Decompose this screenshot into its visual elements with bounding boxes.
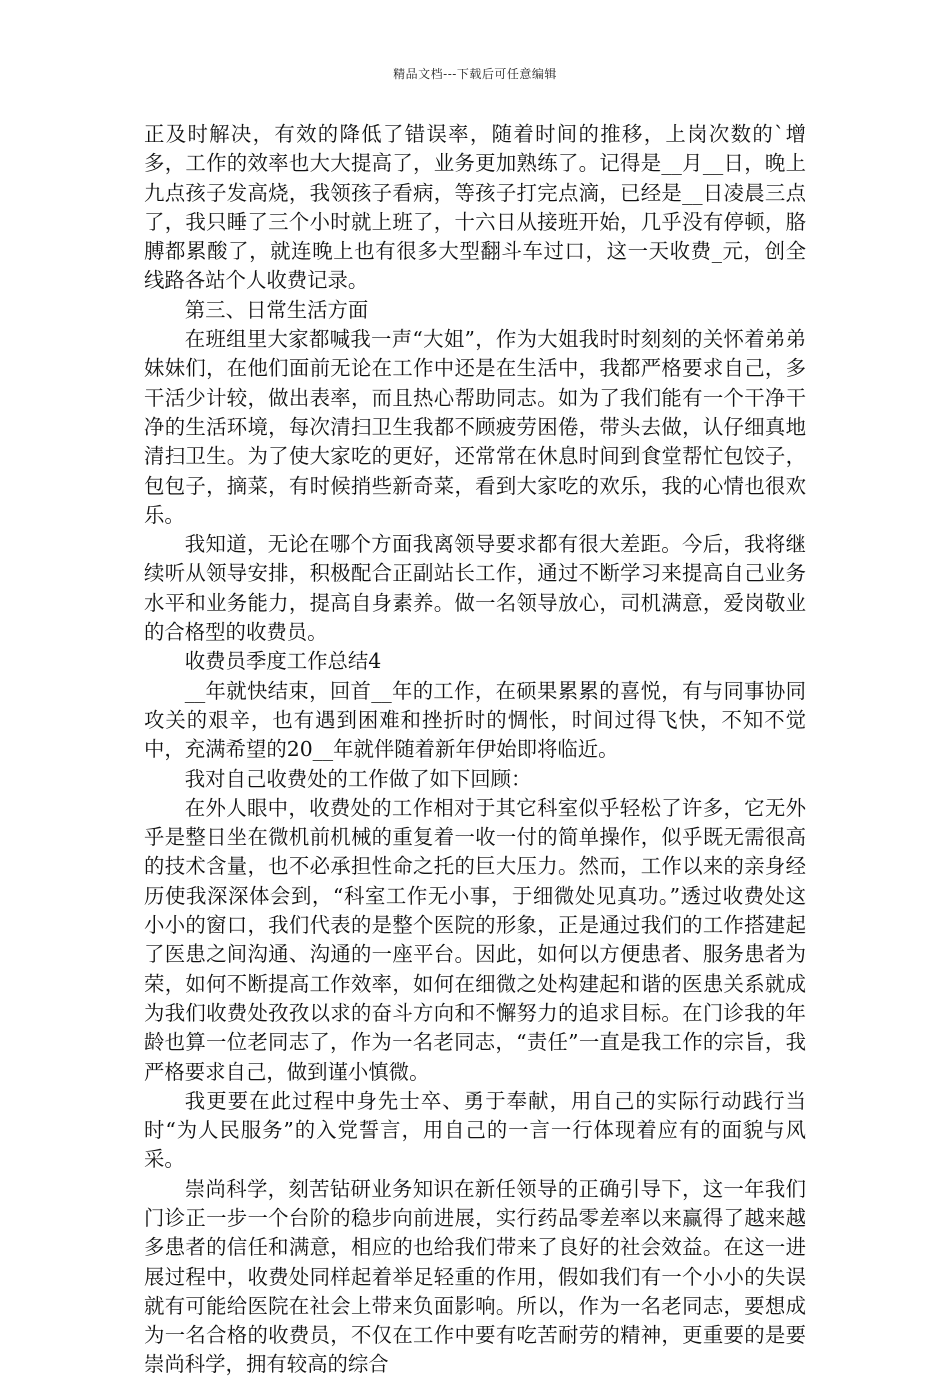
paragraph: 崇尚科学，刻苦钻研业务知识在新任领导的正确引导下，这一年我们门诊正一步一个台阶的稳步向前进展，实行药品零差率以来赢得了越来越多患者的信任和满意，相应的也给我们带来了良好的社会效益。在这一进展过程中，收费处同样起着举足轻重的作用，假如我们有一个小小的失误就有可能给医院在社会上带来负面影响。所以，作为一名老同志，要想成为一名合格的收费员，不仅在工作中要有吃苦耐劳的精神，更重要的是要崇尚科学，拥有较高的综合 <box>144 1176 806 1377</box>
paragraph: 我知道，无论在哪个方面我离领导要求都有很大差距。今后，我将继续听从领导安排，积极配合正副站长工作，通过不断学习来提高自己业务水平和业务能力，提高自身素养。做一名领导放心，司机满意，爱岗敬业的合格型的收费员。 <box>144 532 806 645</box>
paragraph: 在外人眼中，收费处的工作相对于其它科室似乎轻松了许多，它无外乎是整日坐在微机前机械的重复着一收一付的简单操作，似乎既无需很高的技术含量，也不必承担性命之托的巨大压力。然而，工作以来的亲身经历使我深深体会到，“科室工作无小事，于细微处见真功。”透过收费处这小小的窗口，我们代表的是整个医院的形象，正是通过我们的工作搭建起了医患之间沟通、沟通的一座平台。因此，如何以方便患者、服务患者为荣，如何不断提高工作效率，如何在细微之处构建起和谐的医患关系就成为我们收费处孜孜以求的奋斗方向和不懈努力的追求目标。在门诊我的年龄也算一位老同志了，作为一名老同志，“责任”一直是我工作的宗旨，我严格要求自己，做到谨小慎微。 <box>144 795 806 1084</box>
document-body <box>144 120 806 1380</box>
paragraph: 我更要在此过程中身先士卒、勇于奉献，用自己的实际行动践行当时“为人民服务”的入党誓言，用自己的一言一行体现着应有的面貌与风采。 <box>144 1088 806 1172</box>
paragraph: 我对自己收费处的工作做了如下回顾： <box>184 766 532 791</box>
paragraph: __年就快结束，回首__年的工作，在硕果累累的喜悦，有与同事协同攻关的艰辛，也有遇到困难和挫折时的惆怅，时间过得飞快，不知不觉中，充满希望的20__年就伴随着新年伊始即将临近。 <box>144 678 806 762</box>
paragraph: 正及时解决，有效的降低了错误率，随着时间的推移，上岗次数的`增多，工作的效率也大大提高了，业务更加熟练了。记得是__月__日，晚上九点孩子发高烧，我领孩子看病，等孩子打完点滴，已经是__日凌晨三点了，我只睡了三个小时就上班了，十六日从接班开始，几乎没有停顿，胳膊都累酸了，就连晚上也有很多大型翻斗车过口，这一天收费_元，创全线路各站个人收费记录。 <box>144 122 806 293</box>
section-heading: 收费员季度工作总结4 <box>184 649 382 674</box>
page-header: 精品文档---下载后可任意编辑 <box>393 67 557 81</box>
section-heading: 第三、日常生活方面 <box>184 297 369 322</box>
paragraph: 在班组里大家都喊我一声“大姐”，作为大姐我时时刻刻的关怀着弟弟妹妹们，在他们面前无论在工作中还是在生活中，我都严格要求自己，多干活少计较，做出表率，而且热心帮助同志。如为了我们能有一个干净干净的生活环境，每次清扫卫生我都不顾疲劳困倦，带头去做，认仔细真地清扫卫生。为了使大家吃的更好，还常常在休息时间到食堂帮忙包饺子，包包子，摘菜，有时候捎些新奇菜，看到大家吃的欢乐，我的心情也很欢乐。 <box>144 327 806 527</box>
